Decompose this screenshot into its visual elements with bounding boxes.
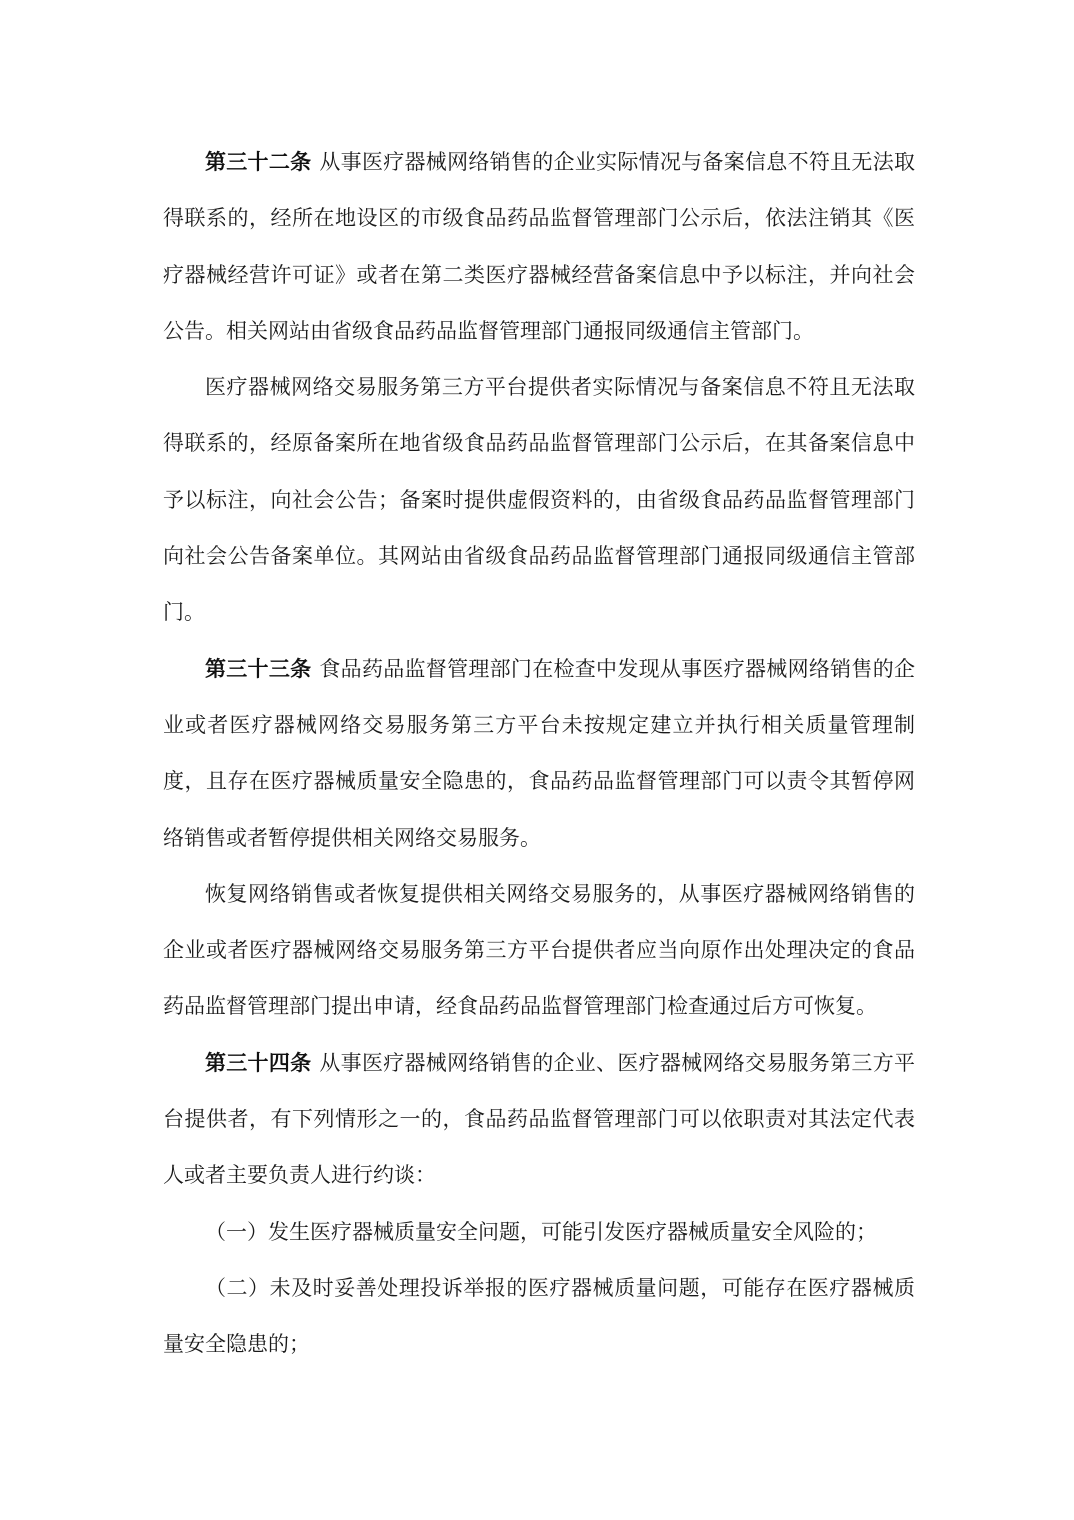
paragraph-text: （二）未及时妥善处理投诉举报的医疗器械质量问题，可能存在医疗器械质量安全隐患的； xyxy=(163,1275,915,1357)
paragraph-text: 恢复网络销售或者恢复提供相关网络交易服务的，从事医疗器械网络销售的企业或者医疗器械网络交易服务第三方平台提供者应当向原作出处理决定的食品药品监督管理部门提出申请，经食品药品监督管理部门检查通过后方可恢复。 xyxy=(163,881,915,1019)
paragraph-article-32 xyxy=(163,134,915,359)
article-heading: 第三十四条 xyxy=(205,1050,312,1075)
paragraph-text: 从事医疗器械网络销售的企业实际情况与备案信息不符且无法取得联系的，经所在地设区的市级食品药品监督管理部门公示后，依法注销其《医疗器械经营许可证》或者在第二类医疗器械经营备案信息中予以标注，并向社会公告。相关网站由省级食品药品监督管理部门通报同级通信主管部门。 xyxy=(163,150,915,343)
paragraph-text: 从事医疗器械网络销售的企业、医疗器械网络交易服务第三方平台提供者，有下列情形之一的，食品药品监督管理部门可以依职责对其法定代表人或者主要负责人进行约谈： xyxy=(163,1050,915,1188)
paragraph-text: （一）发生医疗器械质量安全问题，可能引发医疗器械质量安全风险的； xyxy=(205,1219,877,1244)
article-heading: 第三十三条 xyxy=(205,656,312,681)
paragraph-article-33 xyxy=(163,641,915,866)
paragraph-article-34 xyxy=(163,1035,915,1204)
list-item-1 xyxy=(163,1204,915,1260)
document-body xyxy=(163,134,915,1373)
paragraph-article-33-resume xyxy=(163,866,915,1035)
article-heading: 第三十二条 xyxy=(205,150,312,174)
paragraph-text: 食品药品监督管理部门在检查中发现从事医疗器械网络销售的企业或者医疗器械网络交易服务第三方平台未按规定建立并执行相关质量管理制度，且存在医疗器械质量安全隐患的，食品药品监督管理部门可以责令其暂停网络销售或者暂停提供相关网络交易服务。 xyxy=(163,656,915,850)
list-item-2 xyxy=(163,1260,915,1373)
paragraph-article-32-platform xyxy=(163,359,915,640)
paragraph-text: 医疗器械网络交易服务第三方平台提供者实际情况与备案信息不符且无法取得联系的，经原备案所在地省级食品药品监督管理部门公示后，在其备案信息中予以标注，向社会公告；备案时提供虚假资料的，由省级食品药品监督管理部门向社会公告备案单位。其网站由省级食品药品监督管理部门通报同级通信主管部门。 xyxy=(163,375,915,625)
